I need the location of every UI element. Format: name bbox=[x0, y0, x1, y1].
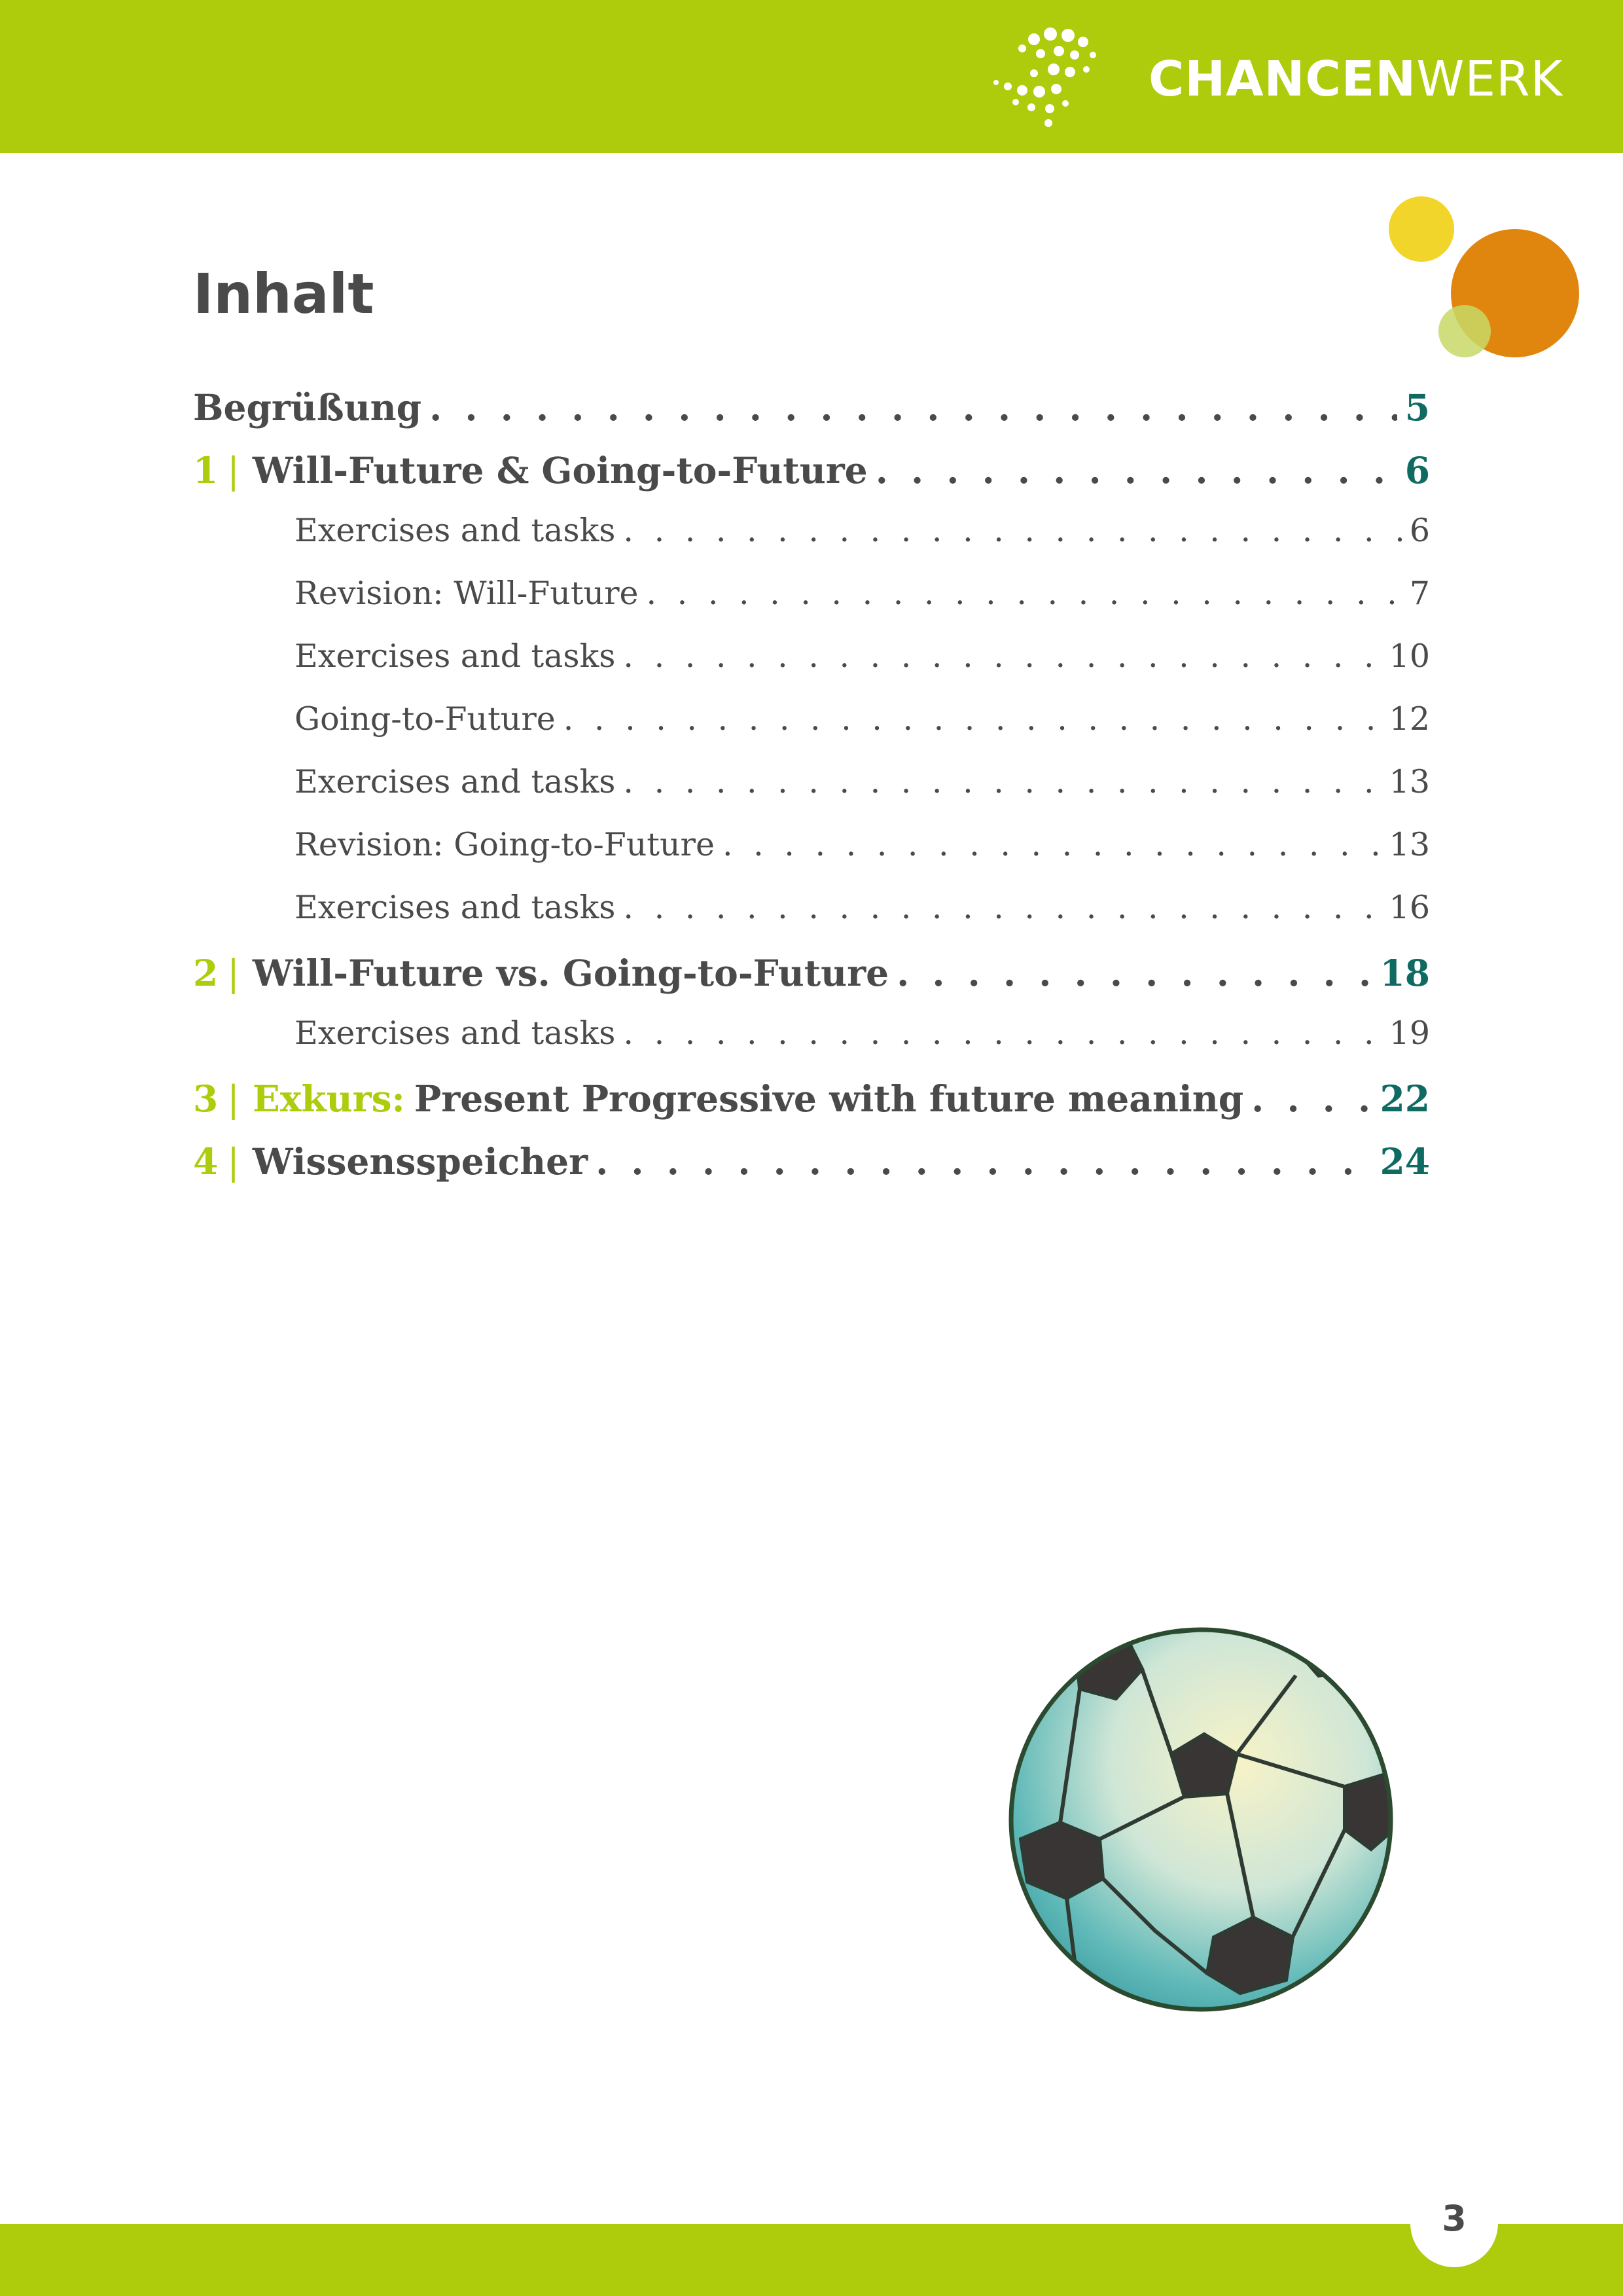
toc-entry-title: Exercises and tasks bbox=[294, 1014, 616, 1052]
decorative-circles-icon bbox=[1381, 190, 1597, 367]
toc-leader-dots bbox=[897, 952, 1372, 994]
toc-entry-title: Exercises and tasks bbox=[294, 637, 616, 675]
logo-text bbox=[1149, 51, 1563, 107]
table-of-contents bbox=[193, 386, 1430, 1203]
toc-entry-title: Revision: Will-Future bbox=[294, 575, 639, 612]
toc-entry-page: 16 bbox=[1389, 889, 1430, 926]
toc-separator: | bbox=[227, 1078, 240, 1120]
toc-subentry[interactable] bbox=[193, 763, 1430, 826]
toc-chapter-2[interactable] bbox=[193, 952, 1430, 1014]
toc-subentry[interactable] bbox=[193, 826, 1430, 889]
toc-subentry[interactable] bbox=[193, 575, 1430, 637]
toc-separator: | bbox=[227, 952, 240, 994]
toc-entry-page: 18 bbox=[1380, 952, 1430, 994]
toc-leader-dots bbox=[563, 700, 1382, 738]
toc-separator: | bbox=[227, 450, 240, 492]
toc-entry-title: Present Progressive with future meaning bbox=[414, 1077, 1244, 1120]
toc-entry-page: 10 bbox=[1389, 637, 1430, 675]
toc-leader-dots bbox=[623, 1014, 1381, 1052]
toc-chapter-4[interactable] bbox=[193, 1140, 1430, 1203]
toc-chapter-number: 1 bbox=[193, 449, 219, 492]
toc-entry-prefix: Exkurs: bbox=[252, 1077, 405, 1120]
toc-entry-page: 6 bbox=[1409, 512, 1430, 549]
toc-entry-page: 13 bbox=[1389, 763, 1430, 800]
toc-entry-title: Exercises and tasks bbox=[294, 512, 616, 549]
toc-entry-page: 6 bbox=[1404, 449, 1430, 492]
toc-chapter-number: 4 bbox=[193, 1140, 219, 1183]
toc-entry-page: 22 bbox=[1380, 1077, 1430, 1120]
toc-leader-dots bbox=[1251, 1077, 1372, 1120]
soccer-ball-illustration-icon bbox=[1005, 1623, 1397, 2016]
toc-entry-page: 12 bbox=[1389, 700, 1430, 738]
toc-chapter-3[interactable] bbox=[193, 1077, 1430, 1140]
toc-entry-page: 5 bbox=[1404, 386, 1430, 429]
toc-subentry[interactable] bbox=[193, 889, 1430, 952]
toc-entry-page: 19 bbox=[1389, 1014, 1430, 1052]
toc-leader-dots bbox=[596, 1140, 1372, 1183]
footer-bar bbox=[0, 2224, 1623, 2296]
toc-entry-title: Going-to-Future bbox=[294, 700, 556, 738]
toc-subentry[interactable] bbox=[193, 637, 1430, 700]
toc-chapter-number: 2 bbox=[193, 952, 219, 994]
toc-entry-page: 7 bbox=[1409, 575, 1430, 612]
logo-text-light: WERK bbox=[1416, 51, 1563, 107]
toc-entry-page: 24 bbox=[1380, 1140, 1430, 1183]
toc-entry-title: Revision: Going-to-Future bbox=[294, 826, 715, 863]
toc-leader-dots bbox=[623, 763, 1381, 800]
toc-subentry[interactable] bbox=[193, 700, 1430, 763]
toc-leader-dots bbox=[623, 889, 1381, 926]
toc-leader-dots bbox=[429, 386, 1397, 429]
toc-entry-title: Exercises and tasks bbox=[294, 763, 616, 800]
chancenwerk-logo[interactable] bbox=[988, 26, 1564, 131]
logo-dots-icon bbox=[988, 26, 1132, 131]
toc-entry-title: Begrüßung bbox=[193, 386, 422, 429]
toc-leader-dots bbox=[623, 637, 1381, 675]
toc-entry-begruessung[interactable] bbox=[193, 386, 1430, 449]
toc-entry-title: Exercises and tasks bbox=[294, 889, 616, 926]
toc-chapter-number: 3 bbox=[193, 1077, 219, 1120]
toc-entry-title: Wissensspeicher bbox=[252, 1140, 588, 1183]
toc-entry-page: 13 bbox=[1389, 826, 1430, 863]
toc-chapter-1[interactable] bbox=[193, 449, 1430, 512]
toc-subentry[interactable] bbox=[193, 512, 1430, 575]
logo-text-strong: CHANCEN bbox=[1149, 51, 1417, 107]
toc-leader-dots bbox=[647, 575, 1402, 612]
toc-entry-title: Will-Future vs. Going-to-Future bbox=[252, 952, 889, 994]
page-title: Inhalt bbox=[193, 262, 374, 326]
toc-entry-title: Will-Future & Going-to-Future bbox=[252, 449, 868, 492]
toc-leader-dots bbox=[623, 512, 1401, 549]
toc-separator: | bbox=[227, 1141, 240, 1183]
toc-leader-dots bbox=[876, 449, 1397, 492]
page-number: 3 bbox=[1442, 2198, 1467, 2239]
toc-leader-dots bbox=[722, 826, 1382, 863]
toc-subentry[interactable] bbox=[193, 1014, 1430, 1077]
